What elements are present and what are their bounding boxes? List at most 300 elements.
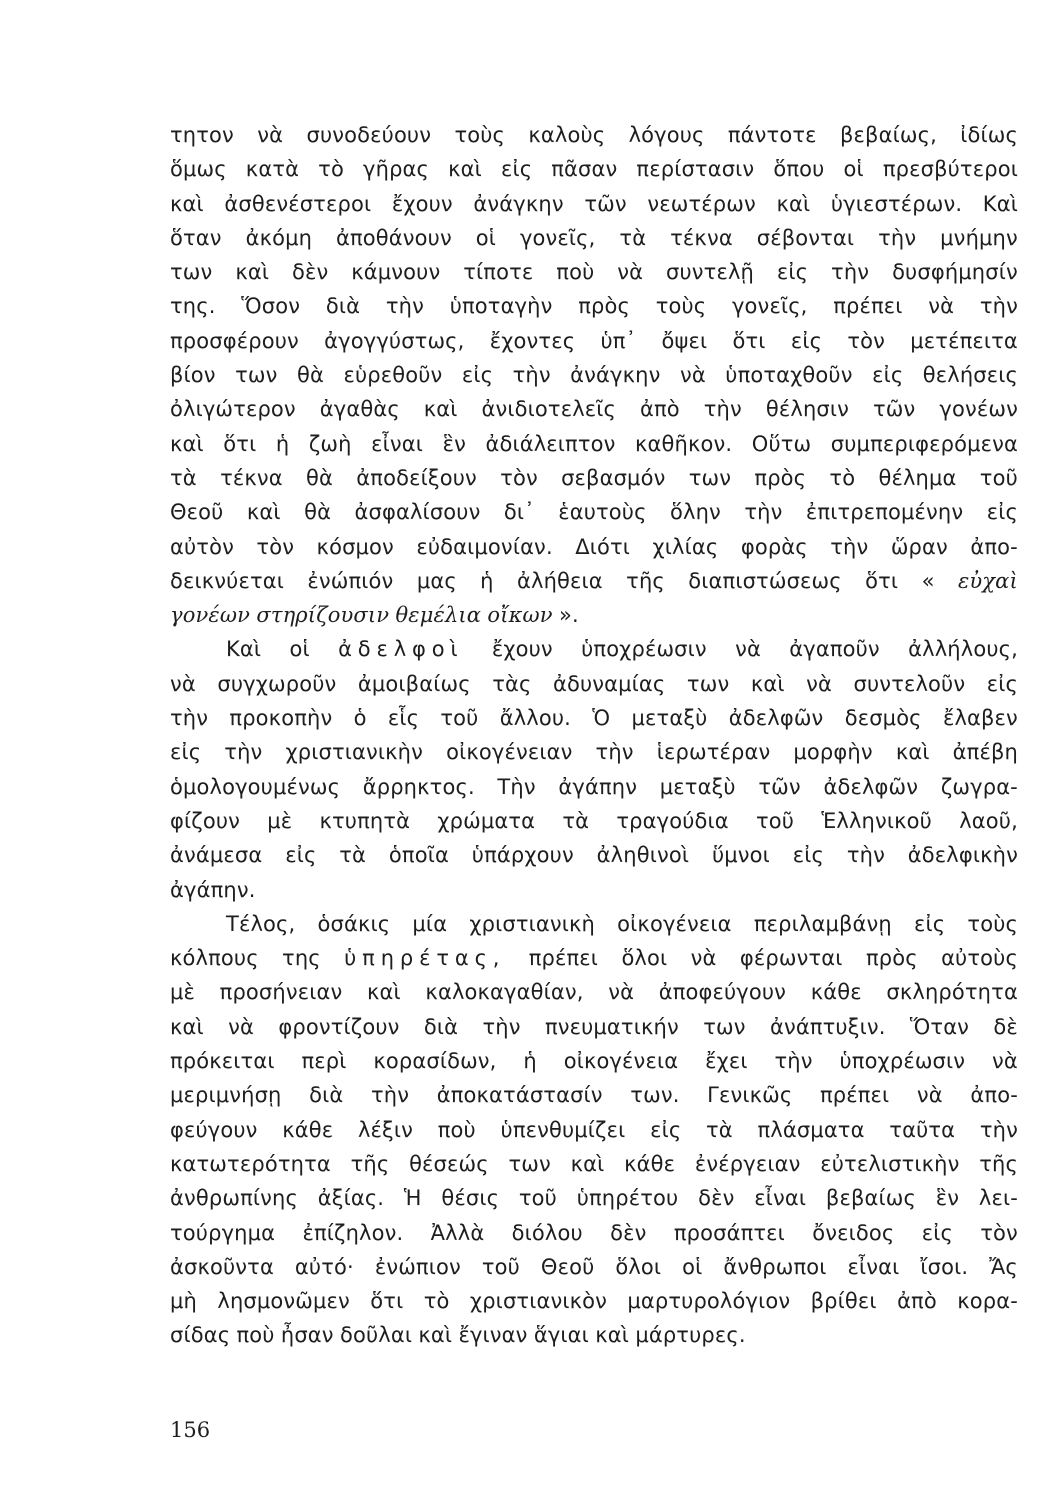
word: εἰς [986, 500, 1018, 525]
word: ὑπηρέτας, [344, 946, 506, 971]
text-line [170, 1010, 1018, 1044]
word: συντελῇ [666, 260, 755, 285]
word: ὁμολογουμένως [170, 774, 341, 799]
word: προσάπτει [673, 1220, 785, 1245]
word: καλοκαγαθίαν, [425, 980, 584, 1005]
word: νὰ [228, 1014, 254, 1039]
word: οἰκογένεια [563, 1049, 679, 1074]
word: πρόκειται [170, 1049, 275, 1074]
word: εἶναι [754, 1186, 807, 1211]
word: ἀγάπην [558, 774, 638, 799]
word: ὁποῖα [388, 843, 449, 868]
word: βεβαίως, [840, 123, 937, 147]
word: καὶ [750, 671, 785, 696]
word: γονέων [939, 397, 1018, 422]
word: πρέπει [819, 1083, 890, 1108]
word: Τέλος, [226, 911, 296, 936]
word: διαπιστώσεως [688, 568, 842, 593]
word: ἐνώπιόν [307, 568, 394, 593]
word: ζωὴ [308, 431, 352, 456]
word: αὐτοὺς [941, 946, 1018, 971]
word: τῆς [350, 1151, 390, 1176]
word: ὕμνοι [711, 843, 770, 868]
word: δὲν [610, 1220, 647, 1245]
word: ἀδελφοὶ [338, 637, 464, 662]
word: συγχωροῦν [217, 671, 337, 696]
text-line [170, 1181, 1018, 1215]
word: τῆς [979, 1151, 1018, 1176]
word: βεβαίως [825, 1186, 916, 1211]
word: της [282, 946, 321, 971]
word: εὐδαιμονίαν. [416, 534, 553, 559]
word: κάθε [282, 1117, 334, 1142]
text-line [170, 1318, 1018, 1352]
word: χιλίας [652, 534, 719, 559]
word: τὸν [980, 1220, 1018, 1245]
text-line [170, 358, 1018, 392]
word: νὰ [690, 946, 717, 971]
word: χριστιανικὸν [469, 1289, 607, 1314]
word: Διότι [575, 534, 631, 559]
word: εἰς [790, 328, 823, 353]
word: ἡ [480, 568, 494, 593]
word: ἀπο- [970, 534, 1018, 559]
text-line [170, 152, 1018, 186]
word: θελήσεις [922, 363, 1018, 388]
word: ἀνάμεσα [170, 843, 263, 868]
word: δὲ [993, 1014, 1018, 1039]
word: κάμνουν [351, 260, 441, 285]
word: γονεῖς, [731, 294, 808, 319]
word: ἔχουν [491, 637, 553, 662]
word: εὐτελιστικὴν [820, 1151, 960, 1176]
word: αὐτὸν [170, 534, 234, 559]
word: ἓν [442, 431, 466, 456]
word: μάρτυρες. [635, 1323, 746, 1348]
word: τοῦ [518, 1186, 557, 1211]
text-line [170, 221, 1018, 255]
word: τέκνα [220, 465, 283, 490]
word: Τὴν [497, 774, 536, 799]
word: Ἡ [403, 1186, 422, 1211]
word: θὰ [297, 363, 325, 388]
word: νὰ [928, 294, 955, 319]
text-line [170, 1044, 1018, 1078]
word: ἦσαν [280, 1323, 334, 1348]
text-line [170, 838, 1018, 872]
word: ὅμως [170, 157, 227, 182]
word: βρίθει [810, 1289, 877, 1314]
word: ἀδιάλειπτον [485, 431, 616, 456]
word: ἀνάγκην [570, 363, 661, 388]
word: τίποτε [463, 260, 534, 285]
word: καὶ [170, 191, 204, 216]
word: νὰ [806, 671, 833, 696]
word: διόλου [511, 1220, 583, 1245]
word: τὰ [339, 843, 367, 868]
word: εἰς [776, 260, 809, 285]
word: σκληρότητα [886, 980, 1018, 1005]
word: εἶναι [847, 1254, 900, 1279]
word: ὑποταγὴν [449, 294, 553, 319]
word: ποὺ [556, 260, 595, 285]
text-line [170, 975, 1018, 1009]
word: φίζουν [170, 808, 241, 833]
word: ὅτι [732, 328, 766, 353]
word: προσήνειαν [219, 980, 343, 1005]
word: θὰ [304, 500, 332, 525]
word: ἀποδείξουν [356, 465, 477, 490]
word: νὰ [679, 363, 706, 388]
word: ἀδελφῶν [823, 774, 919, 799]
word: ἀγαποῦν [789, 637, 880, 662]
word: ὅλην [670, 500, 721, 525]
word: ὥραν [890, 534, 948, 559]
word: βίον [170, 363, 216, 388]
word: τῶν [758, 774, 801, 799]
word: τὴν [774, 1049, 813, 1074]
word: φέρωνται [739, 946, 843, 971]
word: μορφὴν [793, 740, 873, 765]
word: ἔχοντες [489, 328, 576, 353]
word: αὐτό· [294, 1254, 354, 1279]
word: ὑπάρχουν [471, 843, 574, 868]
word: χριστιανικὴν [285, 740, 424, 765]
word: εἰς [921, 1220, 953, 1245]
word: Ἄς [989, 1254, 1018, 1279]
word: νεωτέρων [647, 191, 756, 216]
text-line [170, 907, 1018, 941]
word: τὴν [830, 534, 869, 559]
word: ἀγογγύστως, [324, 328, 465, 353]
word: ἀσθενέστεροι [224, 191, 372, 216]
word: τὴν [831, 260, 870, 285]
word: ἡ [275, 431, 290, 456]
word: διὰ [423, 1014, 459, 1039]
word: ποὺ [437, 1117, 476, 1142]
word: Θεοῦ [540, 1254, 595, 1279]
word: κόλπους [170, 946, 259, 971]
word: τὴν [703, 397, 742, 422]
text-line [170, 187, 1018, 221]
word: ἰδίως [960, 123, 1018, 147]
word: Καὶ [226, 637, 262, 662]
word: τοῦ [440, 706, 479, 731]
body-text [170, 118, 1018, 1353]
word: διὰ [309, 1083, 344, 1108]
word: των [235, 363, 278, 388]
word: λαοῦ, [959, 808, 1018, 833]
word: καὶ [423, 397, 458, 422]
word: πρὸς [865, 946, 918, 971]
word: χρώματα [437, 808, 536, 833]
word: των. [630, 1083, 680, 1108]
word: θὰ [306, 465, 334, 490]
word: καὶ [776, 191, 811, 216]
word: θεμέλια [395, 603, 482, 628]
word: θέλησιν [765, 397, 850, 422]
word: των [170, 260, 213, 285]
word: κτυπητὰ [319, 808, 411, 833]
word: ὅπου [773, 157, 825, 182]
word: των [508, 1151, 551, 1176]
word: εἰς [872, 363, 904, 388]
text-line [170, 1284, 1018, 1318]
word: οἰκογένειαν [446, 740, 573, 765]
word: καὶ [170, 1014, 204, 1039]
word: « [921, 568, 935, 593]
word: προκοπὴν [229, 706, 333, 731]
word: καὶ [448, 157, 482, 182]
word: σέβονται [756, 225, 855, 250]
word: τὴν [744, 500, 783, 525]
word: νὰ [992, 1049, 1018, 1074]
text-line [170, 392, 1018, 426]
word: ἀπο- [970, 1083, 1018, 1108]
word: τὴν [979, 294, 1018, 319]
word: εἶναι [371, 431, 424, 456]
word: ἀνάγκην [473, 191, 564, 216]
word: καὶ [246, 500, 281, 525]
word: των [686, 671, 730, 696]
word: περίστασιν [636, 157, 755, 182]
word: καλοὺς [528, 123, 606, 147]
word: ποὺ [236, 1323, 275, 1348]
word: ἓν [935, 1186, 960, 1211]
text-line [170, 289, 1018, 323]
word: εἰς [285, 843, 317, 868]
word: Θεοῦ [170, 500, 224, 525]
word: Ὅταν [909, 1014, 970, 1039]
word: σίδας [170, 1323, 231, 1348]
word: Καὶ [982, 191, 1018, 216]
word: περὶ [301, 1049, 347, 1074]
word: εἰς [792, 843, 824, 868]
word: τὸν [500, 465, 538, 490]
word: ἀποκατάστασίν [436, 1083, 603, 1108]
word: φεύγουν [170, 1117, 258, 1142]
text-line [170, 941, 1018, 975]
word: ἀλλήλους, [908, 637, 1018, 662]
word: Ὅσον [241, 294, 301, 319]
word: ἀγαθὰς [319, 397, 400, 422]
word: πρὸς [578, 294, 630, 319]
text-line [170, 495, 1018, 529]
word: ». [559, 603, 579, 628]
word: νὰ [617, 260, 644, 285]
word: Γενικῶς [707, 1083, 793, 1108]
word: ὀλιγώτερον [170, 397, 296, 422]
word: συμπεριφερόμενα [830, 431, 1018, 456]
word: ἀξίας. [317, 1186, 385, 1211]
word: καὶ [418, 1323, 453, 1348]
word: τητον [170, 123, 234, 147]
word: ἀπὸ [897, 1289, 937, 1314]
word: ὑπ᾿ [600, 328, 637, 353]
word: θέλημα [878, 465, 957, 490]
word: ἀνθρωπίνης [170, 1186, 298, 1211]
word: ἀσφαλίσουν [354, 500, 481, 525]
word: ὄνειδος [812, 1220, 895, 1245]
word: λέξιν [357, 1117, 414, 1142]
word: δὲν [698, 1186, 735, 1211]
word: τῶν [872, 397, 916, 422]
text-line [170, 735, 1018, 769]
word: τὸν [847, 328, 886, 353]
word: ἔχει [705, 1049, 748, 1074]
word: ἀδελφικὴν [907, 843, 1018, 868]
word: περιλαμβάνῃ [753, 911, 892, 936]
word: τοὺς [655, 294, 707, 319]
word: νὰ [735, 637, 761, 662]
word: τὴν [385, 294, 424, 319]
word: ὑπηρέτου [576, 1186, 679, 1211]
word: Ἑλληνικοῦ [821, 808, 932, 833]
word: ἀπέβη [952, 740, 1018, 765]
word: ἔλαβεν [942, 706, 1018, 731]
word: μεταξὺ [631, 706, 708, 731]
word: τὰ [706, 1117, 733, 1142]
word: μὴ [170, 1289, 197, 1314]
word: ὁσάκις [317, 911, 391, 936]
word: τὸ [423, 1289, 450, 1314]
word: κατὰ [245, 157, 300, 182]
word: χριστιανικὴ [469, 911, 595, 936]
word: ἀγάπην. [170, 877, 256, 902]
word: σεβασμόν [561, 465, 666, 490]
text-line [170, 1216, 1018, 1250]
word: πρὸς [754, 465, 807, 490]
word: οἴκων [487, 603, 553, 628]
text-line [170, 461, 1018, 495]
word: ἀμοιβαίως [357, 671, 471, 696]
word: ἀληθινοὶ [596, 843, 690, 868]
word: εἰς [986, 671, 1018, 696]
word: τοῦ [756, 808, 795, 833]
word: λει- [978, 1186, 1018, 1211]
word: ὑποταχθοῦν [725, 363, 853, 388]
word: καὶ [367, 980, 401, 1005]
word: καὶ [595, 1323, 630, 1348]
word: τοὺς [967, 911, 1018, 936]
word: μνήμην [940, 225, 1018, 250]
word: ὅτι [223, 431, 257, 456]
word: τὰ [170, 465, 197, 490]
word: κάθε [810, 980, 862, 1005]
word: ἄλλου. [499, 706, 572, 731]
word: καθῆκον. [635, 431, 733, 456]
word: τὸ [829, 465, 856, 490]
word: πρέπει [833, 294, 903, 319]
text-line [170, 1147, 1018, 1181]
word: ἀκόμη [245, 225, 313, 250]
word: κορασίδων, [373, 1049, 497, 1074]
word: των [703, 1014, 746, 1039]
word: ὑγιεστέρων. [830, 191, 963, 216]
word: δεσμὸς [844, 706, 922, 731]
word: κορα- [957, 1289, 1018, 1314]
word: ταῦτα [889, 1117, 956, 1142]
text-line [170, 598, 1018, 632]
word: καὶ [170, 431, 204, 456]
text-line [170, 1250, 1018, 1284]
word: μὲ [170, 980, 196, 1005]
word: ὄψει [661, 328, 708, 353]
word: ἀπὸ [640, 397, 680, 422]
word: ἐνώπιον [374, 1254, 461, 1279]
text-line [170, 564, 1018, 598]
word: πᾶσαν [551, 157, 618, 182]
word: τοὺς [454, 123, 506, 147]
word: ἀσκοῦντα [170, 1254, 274, 1279]
word: Οὕτω [751, 431, 812, 456]
word: συντελοῦν [853, 671, 966, 696]
word: φροντίζουν [278, 1014, 400, 1039]
word: τῶν [584, 191, 627, 216]
word: τέκνα [670, 225, 733, 250]
word: ὅτι [865, 568, 899, 593]
word: τὴν [846, 843, 885, 868]
text-line [170, 1113, 1018, 1147]
word: τοῦ [481, 1254, 520, 1279]
word: εἰς [461, 363, 494, 388]
word: Ὁ [592, 706, 611, 731]
word: ἀποθάνουν [336, 225, 452, 250]
word: ἄρρηκτος. [362, 774, 475, 799]
word: οἱ [682, 1254, 703, 1279]
word: ἴσοι. [920, 1254, 969, 1279]
word: οἱ [475, 225, 497, 250]
text-line [170, 667, 1018, 701]
word: ἐπιτρεπομένην [805, 500, 964, 525]
word: ἐπίζηλον. [302, 1220, 404, 1245]
word: πλάσματα [757, 1117, 865, 1142]
word: δυσφήμησίν [892, 260, 1018, 285]
word: τὸ [318, 157, 344, 182]
text-line [170, 324, 1018, 358]
text-line [170, 804, 1018, 838]
text-line [170, 632, 1018, 666]
word: τὰς [492, 671, 532, 696]
word: ἀνάπτυξιν. [769, 1014, 886, 1039]
word: ἀποφεύγουν [658, 980, 787, 1005]
word: ὑπενθυμίζει [500, 1117, 626, 1142]
word: πρεσβύτεροι [882, 157, 1018, 182]
word: τραγούδια [616, 808, 729, 833]
word: διὰ [325, 294, 361, 319]
word: γονέων [170, 603, 251, 628]
word: ἄνθρωποι [723, 1254, 827, 1279]
word: ἀδελφῶν [728, 706, 824, 731]
word: θέσις [441, 1186, 500, 1211]
word: φορὰς [740, 534, 808, 559]
word: ὑποχρέωσιν [581, 637, 707, 662]
word: μία [412, 911, 448, 936]
word: συνοδεύουν [306, 123, 432, 147]
word: ἡ [523, 1049, 537, 1074]
word: νὰ [916, 1083, 943, 1108]
word: ἐνέργειαν [694, 1151, 801, 1176]
page-number: 156 [170, 1418, 211, 1442]
word: πνευματικήν [544, 1014, 679, 1039]
word: πρέπει [528, 946, 599, 971]
word: ὅταν [170, 225, 222, 250]
word: τὴν [979, 1117, 1018, 1142]
word: δι᾿ [503, 500, 535, 525]
word: καὶ [895, 740, 930, 765]
word: οἰκογένεια [617, 911, 732, 936]
word: ἀλήθεια [517, 568, 603, 593]
